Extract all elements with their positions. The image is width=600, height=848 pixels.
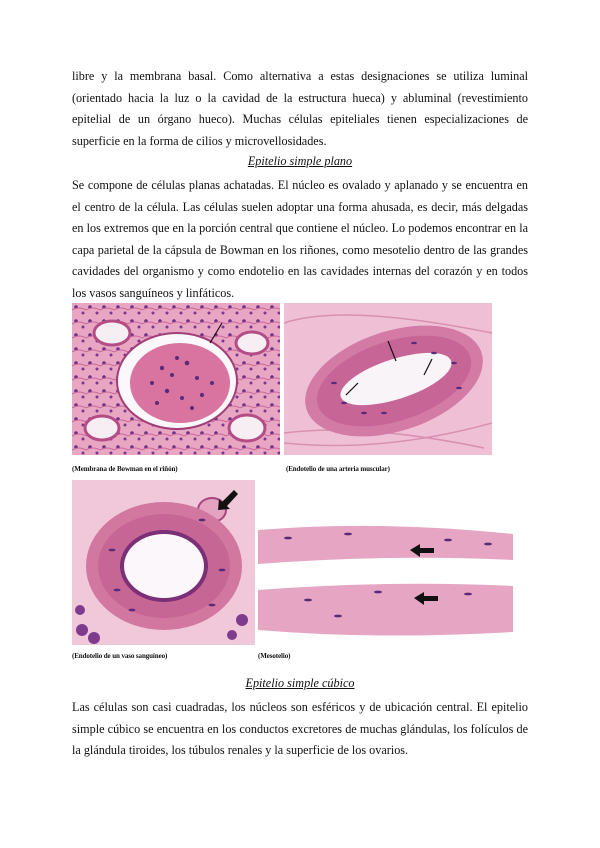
caption-arteria: (Endotelio de una arteria muscular): [286, 465, 390, 473]
muscular-artery-micrograph: [284, 303, 492, 455]
mesothelium-micrograph: [258, 520, 513, 645]
bowman-capsule-micrograph: [72, 303, 280, 455]
caption-mesotelio: (Mesotelio): [258, 652, 291, 660]
heading-epitelio-simple-plano: Epitelio simple plano: [247, 154, 353, 168]
paragraph-simple-cubico: Las células son casi cuadradas, los núcleos son esféricos y de ubicación central. El epitelio simple cúbico se encuentra en los conductos excretores de muchas glándulas, los folículos de la glándula tiroides, los túbulos renales y la superficie de los ovarios.: [72, 700, 528, 757]
paragraph-simple-plano: Se compone de células planas achatadas. El núcleo es ovalado y aplanado y se encuentra en el centro de la célula. Las células suelen adoptar una forma ahusada, es decir, más delgadas en los extremos que en la porción central que contiene el núcleo. Lo podemos encontrar en la capa parietal de la cápsula de Bowman en los riñones, como mesotelio dentro de las grandes cavidades del organismo y como endotelio en las cavidades internas del corazón y en todos los vasos sanguíneos y linfáticos.: [72, 178, 528, 300]
blood-vessel-micrograph: [72, 480, 255, 645]
caption-vaso: (Endotelio de un vaso sanguíneo): [72, 652, 168, 660]
heading-epitelio-simple-cubico: Epitelio simple cúbico: [245, 676, 355, 690]
caption-bowman: (Membrana de Bowman en el riñón): [72, 465, 178, 473]
paragraph-intro: libre y la membrana basal. Como alternativa a estas designaciones se utiliza luminal (orientado hacia la luz o la cavidad de la estructura hueca) y abluminal (revestimiento epitelial de un órgano hueco). Muchas células epiteliales tienen especializaciones de superficie en la forma de cilios y microvellosidades.: [72, 69, 528, 148]
